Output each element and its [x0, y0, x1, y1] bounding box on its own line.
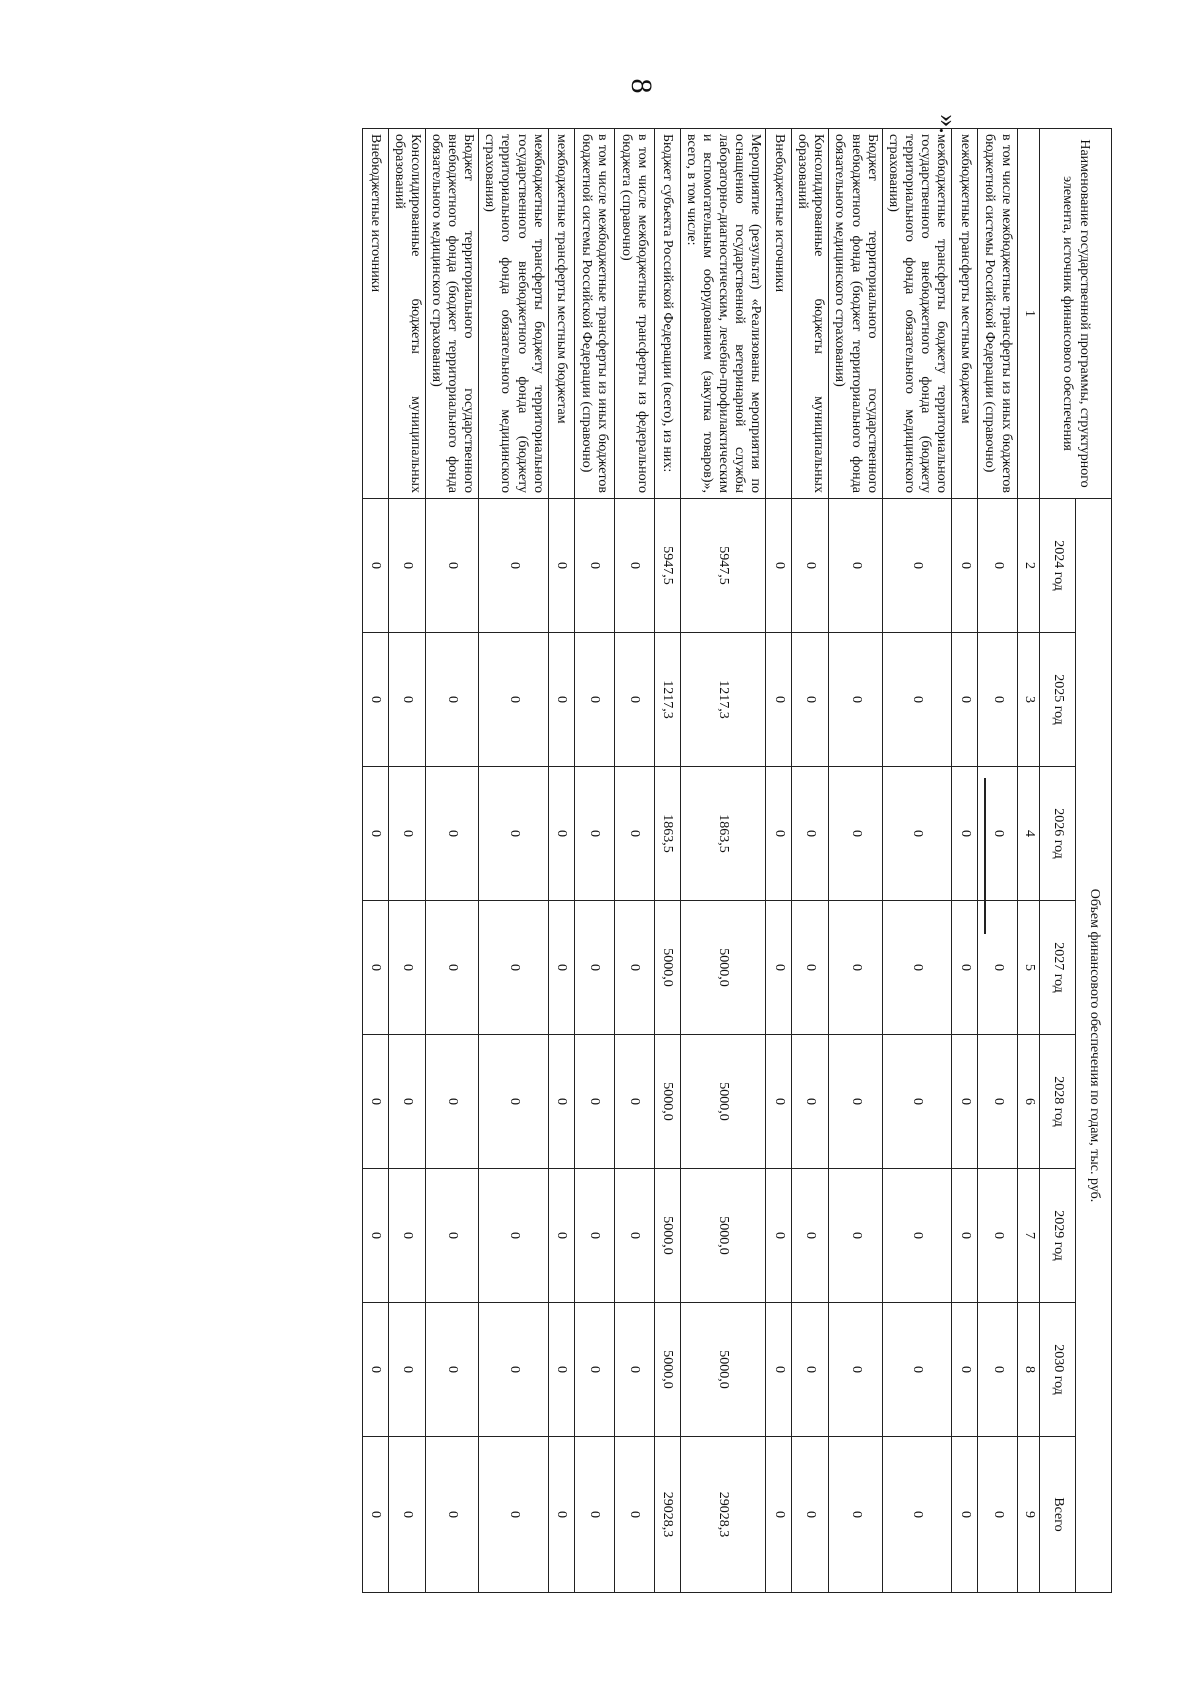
row-value-cell: 0: [479, 767, 548, 901]
row-value-cell: 5000,0: [680, 1035, 765, 1169]
row-value-cell: 0: [362, 1035, 388, 1169]
row-value-cell: 29028,3: [654, 1437, 680, 1593]
row-value-cell: 0: [766, 901, 792, 1035]
row-value-cell: 0: [614, 1169, 654, 1303]
header-row-1: [1076, 129, 1112, 1593]
row-value-cell: 0: [479, 901, 548, 1035]
row-value-cell: 0: [792, 1437, 829, 1593]
row-source-name: в том числе межбюджетные трансферты из иных бюджетов бюджетной системы Российской Федерации (справочно): [574, 129, 614, 499]
table-row: [548, 129, 574, 1593]
row-value-cell: 0: [574, 901, 614, 1035]
row-value-cell: 0: [614, 1303, 654, 1437]
column-index-2: 3: [1018, 633, 1040, 767]
row-value-cell: 0: [882, 901, 951, 1035]
financing-table-wrapper: [368, 128, 1112, 1592]
row-value-cell: 0: [479, 1303, 548, 1437]
row-value-cell: 0: [829, 499, 882, 633]
row-value-cell: 0: [882, 1169, 951, 1303]
page-number: 8: [625, 78, 658, 94]
row-value-cell: 1863,5: [654, 767, 680, 901]
row-value-cell: 0: [978, 1303, 1018, 1437]
row-value-cell: 5947,5: [654, 499, 680, 633]
row-value-cell: 0: [952, 499, 978, 633]
header-volume-group: Объем финансового обеспечения по годам, тыс. руб.: [1076, 499, 1112, 1593]
row-value-cell: 0: [548, 1169, 574, 1303]
row-value-cell: 0: [829, 767, 882, 901]
row-value-cell: 0: [614, 633, 654, 767]
row-value-cell: 0: [766, 1437, 792, 1593]
row-value-cell: 0: [548, 633, 574, 767]
row-value-cell: 0: [479, 1437, 548, 1593]
column-index-6: 7: [1018, 1169, 1040, 1303]
header-year-6: 2030 год: [1040, 1303, 1076, 1437]
row-value-cell: 0: [548, 767, 574, 901]
column-index-4: 5: [1018, 901, 1040, 1035]
header-year-0: 2024 год: [1040, 499, 1076, 633]
header-year-2: 2026 год: [1040, 767, 1076, 901]
row-source-name: в том числе межбюджетные трансферты из федерального бюджета (справочно): [614, 129, 654, 499]
row-value-cell: 0: [978, 1169, 1018, 1303]
column-index-7: 8: [1018, 1303, 1040, 1437]
table-row: [654, 129, 680, 1593]
row-value-cell: 0: [952, 1035, 978, 1169]
row-value-cell: 0: [978, 1437, 1018, 1593]
row-value-cell: 0: [978, 901, 1018, 1035]
row-value-cell: 0: [362, 767, 388, 901]
closing-quote-mark: ».: [934, 114, 963, 134]
row-value-cell: 5947,5: [680, 499, 765, 633]
row-value-cell: 0: [574, 633, 614, 767]
row-source-name: Консолидированные бюджеты муниципальных образований: [388, 129, 425, 499]
column-index-3: 4: [1018, 767, 1040, 901]
row-value-cell: 0: [426, 1303, 479, 1437]
row-value-cell: 1863,5: [680, 767, 765, 901]
row-value-cell: 0: [388, 901, 425, 1035]
row-value-cell: 0: [574, 1035, 614, 1169]
row-value-cell: 0: [766, 499, 792, 633]
row-value-cell: 0: [952, 1303, 978, 1437]
row-value-cell: 5000,0: [654, 1035, 680, 1169]
row-source-name: Бюджет субъекта Российской Федерации (всего), из них:: [654, 129, 680, 499]
row-value-cell: 0: [388, 1303, 425, 1437]
header-name-column: Наименование государственной программы, структурного элемента, источник финансового обеспечения: [1040, 129, 1112, 499]
row-value-cell: 0: [479, 633, 548, 767]
row-value-cell: 0: [388, 1437, 425, 1593]
row-value-cell: 0: [766, 633, 792, 767]
row-value-cell: 5000,0: [680, 1169, 765, 1303]
table-row: [882, 129, 951, 1593]
row-source-name: межбюджетные трансферты бюджету территориального государственного внебюджетного фонда (бюджету территориального фонда обязательного медицинского страхования): [882, 129, 951, 499]
row-value-cell: 0: [829, 1169, 882, 1303]
row-value-cell: 0: [766, 1169, 792, 1303]
row-source-name: Внебюджетные источники: [766, 129, 792, 499]
row-value-cell: 0: [388, 1169, 425, 1303]
row-value-cell: 0: [388, 499, 425, 633]
row-value-cell: 0: [479, 1169, 548, 1303]
row-value-cell: 0: [574, 1169, 614, 1303]
row-value-cell: 0: [479, 1035, 548, 1169]
row-value-cell: 5000,0: [654, 1303, 680, 1437]
row-value-cell: 0: [882, 1035, 951, 1169]
row-value-cell: 0: [614, 1035, 654, 1169]
table-row: [792, 129, 829, 1593]
row-source-name: межбюджетные трансферты местным бюджетам: [952, 129, 978, 499]
row-value-cell: 0: [548, 1437, 574, 1593]
row-value-cell: 0: [882, 767, 951, 901]
row-value-cell: 0: [426, 901, 479, 1035]
row-value-cell: 0: [882, 633, 951, 767]
row-source-name: в том числе межбюджетные трансферты из иных бюджетов бюджетной системы Российской Федерации (справочно): [978, 129, 1018, 499]
row-value-cell: 1217,3: [680, 633, 765, 767]
row-value-cell: 0: [362, 901, 388, 1035]
row-value-cell: 0: [362, 1303, 388, 1437]
row-value-cell: 0: [978, 633, 1018, 767]
table-body: [362, 129, 1039, 1593]
row-value-cell: 0: [766, 1303, 792, 1437]
row-value-cell: 0: [978, 1035, 1018, 1169]
header-year-4: 2028 год: [1040, 1035, 1076, 1169]
row-value-cell: 0: [548, 1303, 574, 1437]
column-index-row: [1018, 129, 1040, 1593]
row-value-cell: 0: [829, 1437, 882, 1593]
header-year-7: Всего: [1040, 1437, 1076, 1593]
table-row: [479, 129, 548, 1593]
table-row: [978, 129, 1018, 1593]
row-value-cell: 0: [548, 901, 574, 1035]
row-value-cell: 0: [792, 767, 829, 901]
row-value-cell: 0: [614, 499, 654, 633]
row-value-cell: 0: [882, 1437, 951, 1593]
column-index-0: 1: [1018, 129, 1040, 499]
row-value-cell: 0: [426, 1437, 479, 1593]
row-value-cell: 0: [426, 1035, 479, 1169]
column-index-1: 2: [1018, 499, 1040, 633]
row-value-cell: 0: [882, 1303, 951, 1437]
row-value-cell: 0: [574, 1437, 614, 1593]
row-value-cell: 0: [426, 1169, 479, 1303]
table-row: [829, 129, 882, 1593]
row-value-cell: 0: [362, 1437, 388, 1593]
header-year-3: 2027 год: [1040, 901, 1076, 1035]
row-source-name: Бюджет территориального государственного внебюджетного фонда (бюджет территориального фонда обязательного медицинского страхования): [426, 129, 479, 499]
row-value-cell: 5000,0: [654, 1169, 680, 1303]
table-row: [680, 129, 765, 1593]
row-value-cell: 0: [426, 633, 479, 767]
header-year-5: 2029 год: [1040, 1169, 1076, 1303]
row-value-cell: 0: [978, 767, 1018, 901]
row-value-cell: 0: [614, 901, 654, 1035]
row-value-cell: 0: [952, 1169, 978, 1303]
row-value-cell: 0: [792, 499, 829, 633]
column-index-8: 9: [1018, 1437, 1040, 1593]
row-value-cell: 5000,0: [654, 901, 680, 1035]
row-value-cell: 0: [548, 1035, 574, 1169]
row-value-cell: 0: [548, 499, 574, 633]
table-row: [766, 129, 792, 1593]
column-index-5: 6: [1018, 1035, 1040, 1169]
row-value-cell: 0: [574, 767, 614, 901]
row-source-name: Мероприятие (результат) «Реализованы мероприятия по оснащению государственной ветеринарной службы лабораторно-диагностическим, лечебно-профилактическим и вспомогательным оборудованием (закупка товаров)», всего, в том числе:: [680, 129, 765, 499]
row-source-name: Бюджет территориального государственного внебюджетного фонда (бюджет территориального фонда обязательного медицинского страхования): [829, 129, 882, 499]
header-year-1: 2025 год: [1040, 633, 1076, 767]
row-value-cell: 0: [362, 633, 388, 767]
row-source-name: межбюджетные трансферты местным бюджетам: [548, 129, 574, 499]
table-row: [952, 129, 978, 1593]
row-value-cell: 0: [978, 499, 1018, 633]
row-value-cell: 0: [766, 1035, 792, 1169]
row-value-cell: 0: [388, 633, 425, 767]
row-value-cell: 0: [829, 901, 882, 1035]
row-value-cell: 0: [952, 633, 978, 767]
row-value-cell: 0: [614, 767, 654, 901]
row-value-cell: 5000,0: [680, 1303, 765, 1437]
row-value-cell: 0: [362, 1169, 388, 1303]
row-value-cell: 0: [388, 1035, 425, 1169]
row-value-cell: 29028,3: [680, 1437, 765, 1593]
row-value-cell: 0: [574, 499, 614, 633]
row-value-cell: 0: [426, 499, 479, 633]
row-value-cell: 0: [362, 499, 388, 633]
row-value-cell: 0: [614, 1437, 654, 1593]
financing-table: [362, 128, 1112, 1593]
row-value-cell: 0: [882, 499, 951, 633]
table-row: [388, 129, 425, 1593]
row-source-name: Консолидированные бюджеты муниципальных образований: [792, 129, 829, 499]
row-value-cell: 0: [766, 767, 792, 901]
table-row: [426, 129, 479, 1593]
row-value-cell: 0: [426, 767, 479, 901]
row-value-cell: 0: [792, 1303, 829, 1437]
row-value-cell: 0: [829, 1035, 882, 1169]
row-value-cell: 0: [952, 767, 978, 901]
row-source-name: межбюджетные трансферты бюджету территориального государственного внебюджетного фонда (бюджету территориального фонда обязательного медицинского страхования): [479, 129, 548, 499]
row-value-cell: 0: [388, 767, 425, 901]
row-value-cell: 0: [829, 633, 882, 767]
row-value-cell: 0: [829, 1303, 882, 1437]
table-row: [362, 129, 388, 1593]
row-value-cell: 5000,0: [680, 901, 765, 1035]
row-value-cell: 1217,3: [654, 633, 680, 767]
table-row: [574, 129, 614, 1593]
row-value-cell: 0: [479, 499, 548, 633]
row-value-cell: 0: [792, 633, 829, 767]
row-value-cell: 0: [952, 1437, 978, 1593]
row-value-cell: 0: [952, 901, 978, 1035]
row-value-cell: 0: [792, 1169, 829, 1303]
row-value-cell: 0: [792, 1035, 829, 1169]
row-source-name: Внебюджетные источники: [362, 129, 388, 499]
row-value-cell: 0: [574, 1303, 614, 1437]
table-row: [614, 129, 654, 1593]
row-value-cell: 0: [792, 901, 829, 1035]
